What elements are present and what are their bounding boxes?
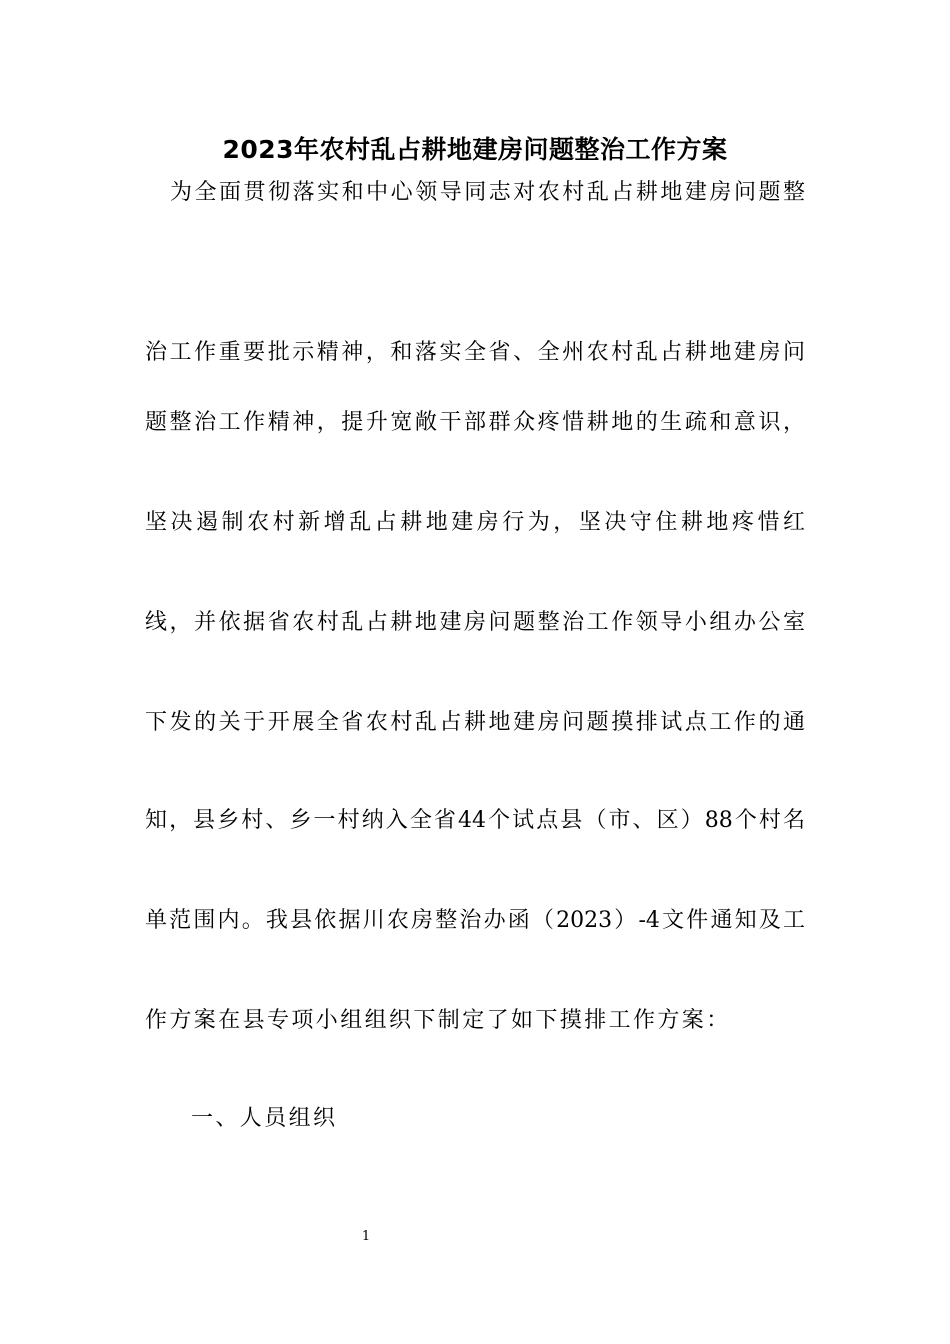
paragraph-line: 坚决遏制农村新增乱占耕地建房行为，坚决守住耕地疼惜红 xyxy=(145,510,805,535)
paragraph-line: 知，县乡村、乡一村纳入全省44个试点县（市、区）88个村名 xyxy=(145,808,805,833)
paragraph-line: 治工作重要批示精神，和落实全省、全州农村乱占耕地建房问 xyxy=(145,340,805,365)
paragraph-line: 线，并依据省农村乱占耕地建房问题整治工作领导小组办公室 xyxy=(145,610,805,635)
paragraph-line: 作方案在县专项小组组织下制定了如下摸排工作方案： xyxy=(145,1008,731,1033)
paragraph-line: 题整治工作精神，提升宽敞干部群众疼惜耕地的生疏和意识， xyxy=(145,410,805,435)
paragraph-line: 下发的关于开展全省农村乱占耕地建房问题摸排试点工作的通 xyxy=(145,710,805,735)
document-title: 2023年农村乱占耕地建房问题整治工作方案 xyxy=(222,135,728,164)
page-number: 1 xyxy=(361,1229,371,1244)
paragraph-line: 为全面贯彻落实和中心领导同志对农村乱占耕地建房问题整 xyxy=(170,180,805,205)
section-heading: 一、人员组织 xyxy=(191,1106,338,1131)
paragraph-line: 单范围内。我县依据川农房整治办函（2023）-4文件通知及工 xyxy=(145,908,805,933)
